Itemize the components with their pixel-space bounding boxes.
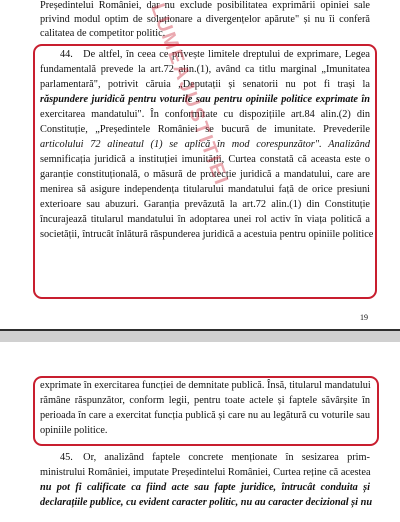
text-line-quote: răspundere juridică pentru voturile sau pentru opiniile politice exprimate în xyxy=(40,94,370,105)
page-number: 19 xyxy=(360,313,368,322)
text-line: încurajează titularul mandatului în adoptarea unei rol activ în viața politică a xyxy=(40,214,370,225)
text-line: exterioare sau abuzuri. Garanția prevăzută la art.72 alin.(1) din Constituție xyxy=(40,199,370,210)
text-line-emphasis: declarațiile publice, cu evident caracter politic, nu au caracter decizional și nu xyxy=(40,497,373,508)
text-line-emphasis: nu pot fi calificate ca fiind acte sau fapte juridice, întrucât conduita și xyxy=(40,482,370,493)
document-page-20 xyxy=(0,342,400,522)
text-line: fundamentală prevede la art.72 alin.(1), având ca titlu marginal „Imunitatea xyxy=(40,64,370,75)
watermark-stamp xyxy=(146,0,233,190)
text-line: opiniile politice. xyxy=(40,425,108,436)
text-line: exprimate în exercitarea funcției de demnitate publică. Însă, titularul mandatului xyxy=(40,380,371,391)
text-line: perioada în care a exercitat funcția publică și care nu au legătură cu voturile sau xyxy=(40,410,370,421)
text-line: Președintelui României, dar nu exclude posibilitatea exprimării opiniei sale xyxy=(40,0,370,11)
paragraph-44-start: 44. De altfel, în ceea ce privește limitele dreptului de exprimare, Legea xyxy=(60,49,370,60)
text-line: ministrului României, imputate Președintelui României, Curtea reține că acestea xyxy=(40,467,371,478)
text-line: parlamentară", potrivit căruia „Deputații și senatorii nu pot fi trași la xyxy=(40,79,370,90)
text-line: societății, întrucât înlătură răspunderea juridică a acestuia pentru opiniile politice xyxy=(40,229,374,240)
text-line-quote: articolului 72 alineatul (1) se aplică în mod corespunzător". Analizând xyxy=(40,139,370,150)
text-line: semnificația juridică a instituției imunității, Curtea constată că aceasta este o xyxy=(40,154,370,165)
text-line: menirea să asigure independența titularului mandatului față de orice presiuni xyxy=(40,184,370,195)
text-line: calitatea de competitor politic. xyxy=(40,28,166,39)
text-line: garanție constituțională, o măsură de protecție juridică a mandatului, care are xyxy=(40,169,370,180)
text-line: Constituție, „Președintele României se bucură de imunitate. Prevederile xyxy=(40,124,370,135)
text-line: exercitarea mandatului". În conformitate cu dispozițiile art.84 alin.(2) din xyxy=(40,109,370,120)
watermark-text: LUMEAJUSTITIEI xyxy=(146,0,233,190)
text-line: privind modul optim de soluționare a divergențelor apărute" și nu îi conferă xyxy=(40,14,370,25)
paragraph-45-start: 45. Or, analizând faptele concrete menționate în sesizarea prim- xyxy=(60,452,370,463)
text-line: rămâne răspunzător, conform legii, pentru toate actele și faptele săvârșite în xyxy=(40,395,370,406)
